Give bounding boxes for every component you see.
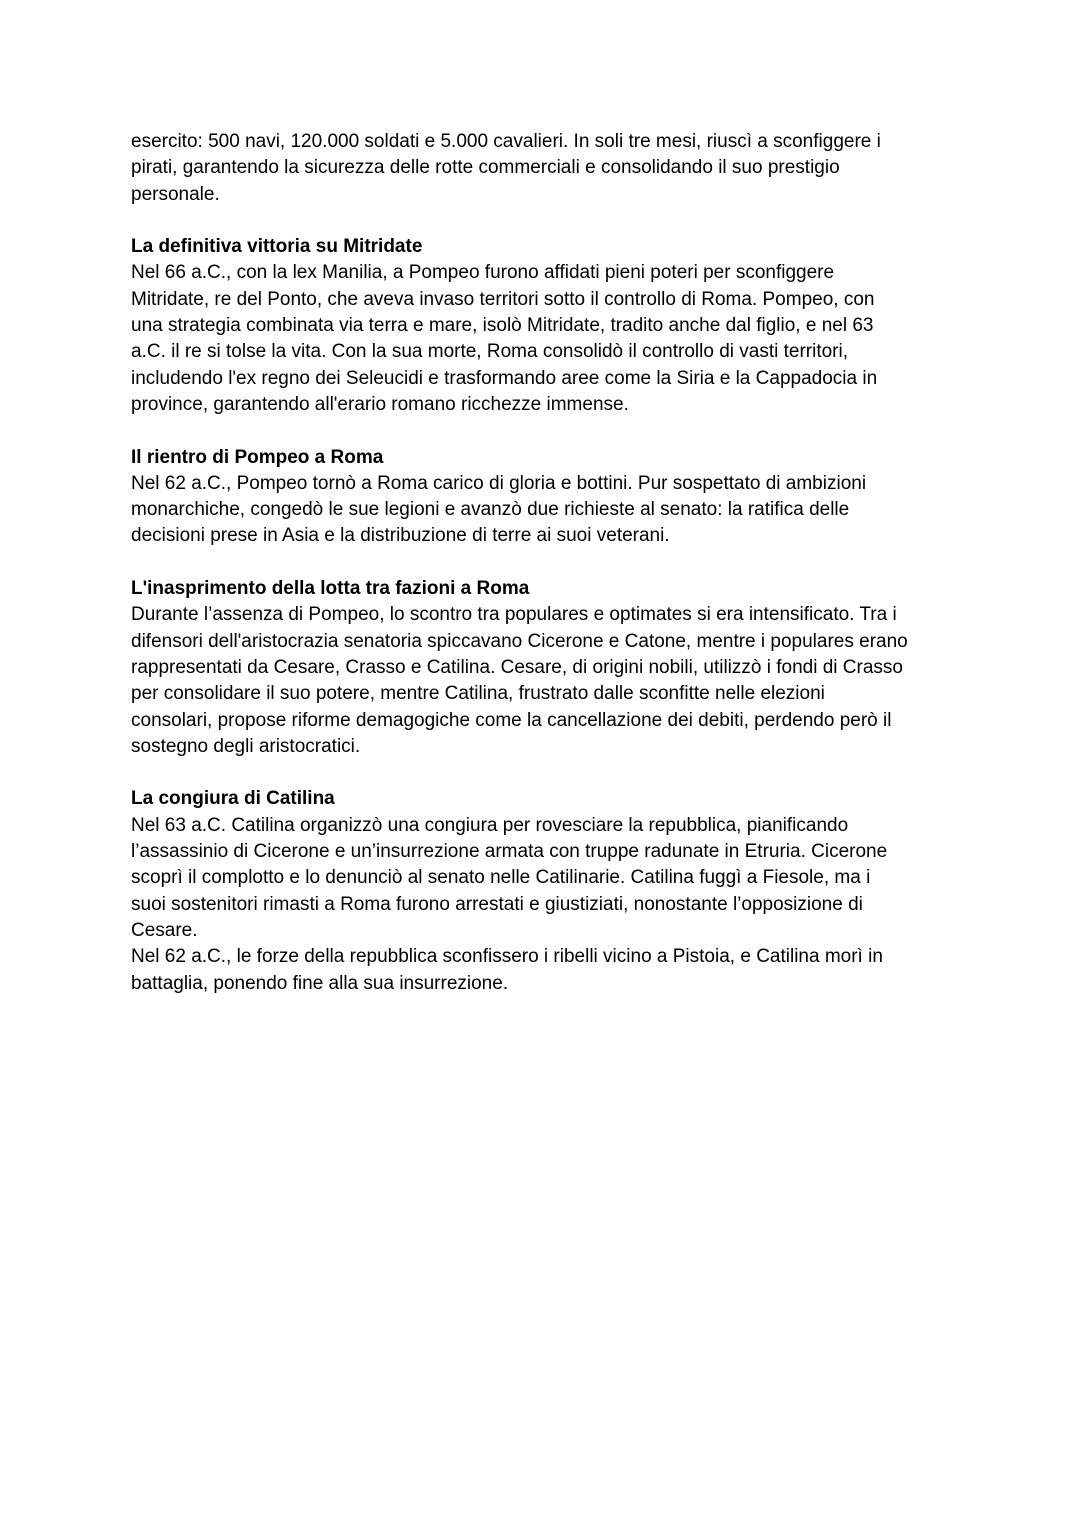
text-line: province, garantendo all'erario romano ricchezze immense. — [131, 393, 629, 415]
document-page — [131, 129, 961, 997]
section-heading: La congiura di Catilina — [131, 788, 335, 810]
text-line: per consolidare il suo potere, mentre Catilina, frustrato dalle sconfitte nelle elezioni — [131, 683, 825, 705]
section-heading: La definitiva vittoria su Mitridate — [131, 236, 423, 258]
section-paragraph — [131, 260, 961, 418]
text-line: pirati, garantendo la sicurezza delle rotte commerciali e consolidando il suo prestigio — [131, 157, 840, 179]
section-heading: L'inasprimento della lotta tra fazioni a Roma — [131, 578, 530, 600]
section-rientro-pompeo — [131, 445, 961, 550]
section-heading: Il rientro di Pompeo a Roma — [131, 446, 384, 468]
text-line: Nel 63 a.C. Catilina organizzò una congiura per rovesciare la repubblica, pianificando — [131, 814, 849, 836]
section-paragraph — [131, 471, 961, 550]
section-congiura-catilina — [131, 786, 961, 996]
intro-paragraph — [131, 129, 961, 208]
text-line: Nel 62 a.C., Pompeo tornò a Roma carico di gloria e bottini. Pur sospettato di ambizioni — [131, 472, 867, 494]
section-mitridate — [131, 234, 961, 418]
text-line: Nel 62 a.C., le forze della repubblica sconfissero i ribelli vicino a Pistoia, e Catilina morì in — [131, 946, 883, 968]
text-line: Durante l’assenza di Pompeo, lo scontro tra populares e optimates si era intensificato. Tra i — [131, 604, 897, 626]
text-line: Nel 66 a.C., con la lex Manilia, a Pompeo furono affidati pieni poteri per sconfiggere — [131, 262, 835, 284]
text-line: personale. — [131, 183, 220, 205]
section-lotta-fazioni — [131, 576, 961, 760]
text-line: monarchiche, congedò le sue legioni e avanzò due richieste al senato: la ratifica delle — [131, 499, 850, 521]
text-line: suoi sostenitori rimasti a Roma furono arrestati e giustiziati, nonostante l’opposizione di — [131, 893, 863, 915]
text-line: rappresentati da Cesare, Crasso e Catilina. Cesare, di origini nobili, utilizzò i fondi di Crasso — [131, 656, 903, 678]
text-line: Cesare. — [131, 919, 198, 941]
text-line: decisioni prese in Asia e la distribuzione di terre ai suoi veterani. — [131, 525, 670, 547]
section-paragraph — [131, 813, 961, 997]
text-line: includendo l'ex regno dei Seleucidi e trasformando aree come la Siria e la Cappadocia in — [131, 367, 878, 389]
text-line: scoprì il complotto e lo denunciò al senato nelle Catilinarie. Catilina fuggì a Fiesole, ma i — [131, 867, 871, 889]
text-line: a.C. il re si tolse la vita. Con la sua morte, Roma consolidò il controllo di vasti territori, — [131, 341, 848, 363]
text-line: Mitridate, re del Ponto, che aveva invaso territori sotto il controllo di Roma. Pompeo, con — [131, 288, 875, 310]
text-line: sostegno degli aristocratici. — [131, 735, 361, 757]
text-line: una strategia combinata via terra e mare, isolò Mitridate, tradito anche dal figlio, e nel 63 — [131, 315, 874, 337]
text-line: esercito: 500 navi, 120.000 soldati e 5.000 cavalieri. In soli tre mesi, riuscì a sconfiggere i — [131, 131, 881, 152]
text-line: difensori dell'aristocrazia senatoria spiccavano Cicerone e Catone, mentre i populares erano — [131, 630, 908, 652]
text-line: battaglia, ponendo fine alla sua insurrezione. — [131, 972, 509, 994]
text-line: l’assassinio di Cicerone e un’insurrezione armata con truppe radunate in Etruria. Cicerone — [131, 841, 888, 863]
section-paragraph — [131, 602, 961, 760]
text-line: consolari, propose riforme demagogiche come la cancellazione dei debiti, perdendo però il — [131, 709, 892, 731]
